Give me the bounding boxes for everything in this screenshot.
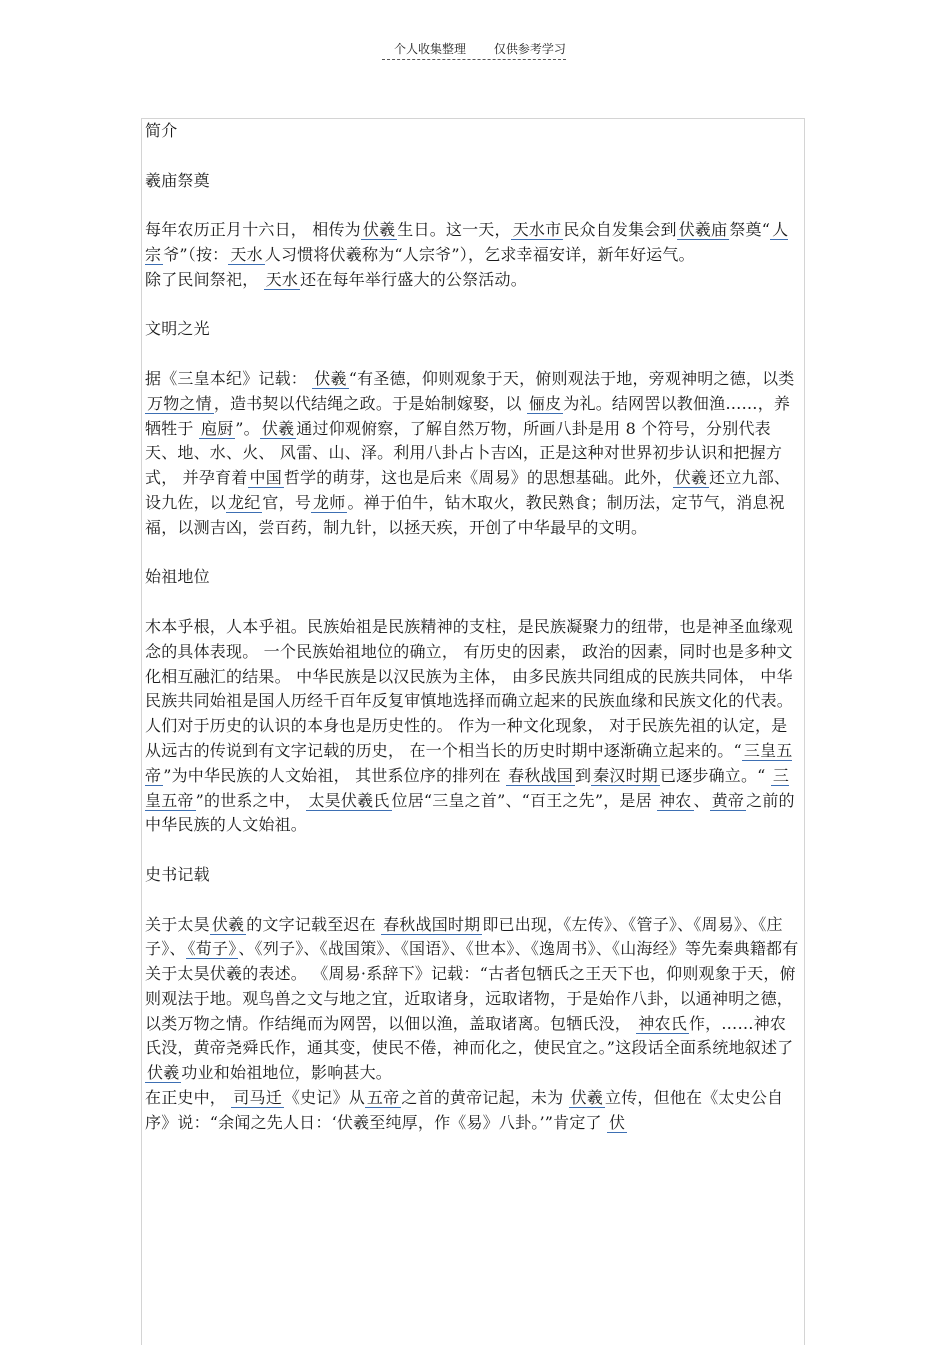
hyperlink[interactable]: 伏羲 <box>147 1063 180 1083</box>
hyperlink[interactable]: 庖厨 <box>200 418 234 438</box>
hyperlink[interactable]: 伏羲庙 <box>678 220 728 240</box>
hyperlink[interactable]: 司马迁 <box>233 1088 282 1108</box>
text-run: 民众自发集会到 <box>563 220 677 240</box>
text-run: 关于太昊 <box>145 914 210 934</box>
hyperlink[interactable]: 春秋战国 <box>508 765 573 785</box>
hyperlink[interactable]: 俪皮 <box>528 393 562 413</box>
blank-line <box>145 144 801 169</box>
hyperlink[interactable]: 伏羲 <box>674 468 708 488</box>
blank-line <box>145 888 801 913</box>
text-run: 通过仰观俯察，了解自然万物，所画八卦是用 8 个符号，分别代表天、地、水、火、 风雷、山、泽。利用八卦占卜吉凶，正是这种对世界初步认识和把握方式， 并孕育着 <box>145 418 783 488</box>
blank-line <box>145 590 801 615</box>
text-run: 。禅于伯牛，钻木取火，教民熟食；制历法，定节气，消息祝福，以测吉凶，尝百药，制九针，以拯天疾，开创了中华最早的文明。 <box>145 492 785 537</box>
hyperlink[interactable]: 春秋战国时期 <box>383 914 481 934</box>
text-run: 为礼。结网罟以教佃渔……，养牺牲于 <box>145 393 791 438</box>
text-run: 祭奠“ <box>729 220 771 240</box>
hyperlink[interactable]: 天水 <box>230 244 263 264</box>
text-run: 在正史中， <box>145 1088 232 1108</box>
header-right-text: 仅供参考学习 <box>493 42 566 56</box>
text-run: 之前的中华民族的人文始祖。 <box>145 790 795 835</box>
hyperlink[interactable]: 龙师 <box>313 492 346 512</box>
text-run: 立传，但他在《太史公自序》说：“余闻之先人日：‘伏羲至纯厚，作《易》八卦。’”肯定了 <box>145 1088 784 1132</box>
text-run: 到 <box>574 765 592 785</box>
hyperlink[interactable]: 天水市 <box>512 220 562 240</box>
section-heading: 史书记载 <box>145 864 210 884</box>
hyperlink[interactable]: 神农 <box>659 790 692 810</box>
section-heading: 羲庙祭奠 <box>145 170 210 190</box>
hyperlink[interactable]: 万物之情 <box>147 393 212 413</box>
hyperlink[interactable]: 三皇五帝 <box>145 740 793 785</box>
hyperlink[interactable]: 龙纪 <box>228 492 261 512</box>
text-run: 人习惯将伏羲称为“人宗爷”），乞求幸福安详，新年好运气。 <box>264 244 695 264</box>
text-run: 之首的黄帝记起，未为 <box>401 1088 569 1108</box>
text-run: 《史记》从 <box>283 1088 365 1108</box>
hyperlink[interactable]: 黄帝 <box>711 790 745 810</box>
text-run: 爷”（按： <box>163 244 229 264</box>
hyperlink[interactable]: 太昊伏羲氏 <box>308 790 390 810</box>
hyperlink[interactable]: 秦汉时期 <box>593 765 658 785</box>
hyperlink[interactable]: 神农氏 <box>638 1013 687 1033</box>
hyperlink[interactable]: 天水 <box>265 269 299 289</box>
text-run: “有圣德，仰则观象于天，俯则观法于地，旁观神明之德，以类 <box>348 368 795 388</box>
hyperlink[interactable]: 五帝 <box>366 1088 400 1108</box>
paragraph <box>145 218 801 268</box>
text-run: 木本乎根，人本乎祖。民族始祖是民族精神的支柱，是民族凝聚力的纽带，也是神圣血缘观念的具体表现。 一个民族始祖地位的确立， 有历史的因素， 政治的因素，同时也是多种文化相互融汇的结果。 中华民族是以汉民族为主体， 由多民族共同组成的民族共同体， 中华民族共同始祖是国人历经千百年反复审慎地选择而确立起来的民族血缘和民族文化的代表。 <box>145 616 794 711</box>
hyperlink[interactable]: 伏羲 <box>314 368 347 388</box>
hyperlink[interactable]: 伏羲 <box>211 914 245 934</box>
text-run: 人们对于历史的认识的本身也是历史性的。 作为一种文化现象， 对于民族先祖的认定，是从远古的传说到有文字记载的历史， 在一个相当长的历史时期中逐渐确立起来的。“ <box>145 716 788 760</box>
blank-line <box>145 541 801 566</box>
text-run: 、《列子》、《战国策》、《国语》、《世本》、《逸周书》、《山海经》等先秦典籍都有关于太昊伏羲的表述。 《周易·系辞下》记载：“古者包牺氏之王天下也，仰则观象于天，俯则观法于地。观鸟兽之文与地之宜，近取诸身，远取诸物，于是始作八卦，以通神明之德，以类万物之情。作结绳而为网罟，以佃以渔，盖取诸离。包牺氏没， <box>145 939 799 1033</box>
paragraph <box>145 268 801 293</box>
hyperlink[interactable]: 三皇五帝 <box>145 765 790 810</box>
text-run: 哲学的萌芽，这也是后来《周易》的思想基础。此外， <box>283 468 673 488</box>
text-run: 生日。这一天， <box>397 220 511 240</box>
text-run: 的文字记载至迟在 <box>246 914 382 934</box>
paragraph <box>145 1086 801 1136</box>
page-header <box>382 40 566 60</box>
blank-line <box>145 838 801 863</box>
hyperlink[interactable]: 伏羲 <box>261 418 295 438</box>
document-frame <box>141 118 805 1345</box>
text-run: 每年农历正月十六日， 相传为 <box>145 220 361 240</box>
hyperlink[interactable]: 伏 <box>609 1112 626 1132</box>
text-run: 还立九部、设九佐，以 <box>145 468 791 512</box>
text-run: 作，……神农氏没，黄帝尧舜氏作，通其变，使民不倦，神而化之，使民宜之。”这段话全面系统地叙述了 <box>145 1013 794 1058</box>
hyperlink[interactable]: 伏羲 <box>362 220 396 240</box>
text-run: ”为中华民族的人文始祖， 其世系位序的排列在 <box>163 765 507 785</box>
hyperlink[interactable]: 人宗 <box>145 220 789 264</box>
blank-line <box>145 193 801 218</box>
hyperlink[interactable]: 中国 <box>249 468 282 488</box>
text-run: ”的世系之中， <box>195 790 307 810</box>
text-run: 据《三皇本纪》记载： <box>145 368 313 388</box>
document-body <box>145 119 801 1160</box>
text-run: 即已出现，《左传》、《管子》、《周易》、《庄子》、 <box>145 914 783 959</box>
text-run: 官，号 <box>262 492 312 512</box>
text-run: 、 <box>693 790 710 810</box>
section-heading: 文明之光 <box>145 319 210 339</box>
section-heading: 始祖地位 <box>145 567 210 587</box>
hyperlink[interactable]: 伏羲 <box>570 1088 604 1108</box>
text-run: ，造书契以代结绳之政。于是始制嫁娶，以 <box>213 393 527 413</box>
text-run: 已逐步确立。“ <box>659 765 771 785</box>
text-run: ”。 <box>235 418 260 438</box>
text-run: 位居“三皇之首”、“百王之先”，是居 <box>391 790 658 810</box>
text-run: 还在每年举行盛大的公祭活动。 <box>300 269 527 289</box>
paragraph <box>145 913 801 1087</box>
blank-line <box>145 293 801 318</box>
paragraph <box>145 714 801 838</box>
header-left-text: 个人收集整理 <box>394 42 467 56</box>
blank-line <box>145 342 801 367</box>
hyperlink[interactable]: 《荀子》 <box>187 939 237 959</box>
blank-line <box>145 1136 801 1161</box>
text-run: 功业和始祖地位，影响甚大。 <box>181 1063 393 1083</box>
paragraph <box>145 367 801 541</box>
section-heading: 简介 <box>145 121 178 140</box>
text-run: 除了民间祭祀， <box>145 269 264 289</box>
paragraph <box>145 615 801 714</box>
